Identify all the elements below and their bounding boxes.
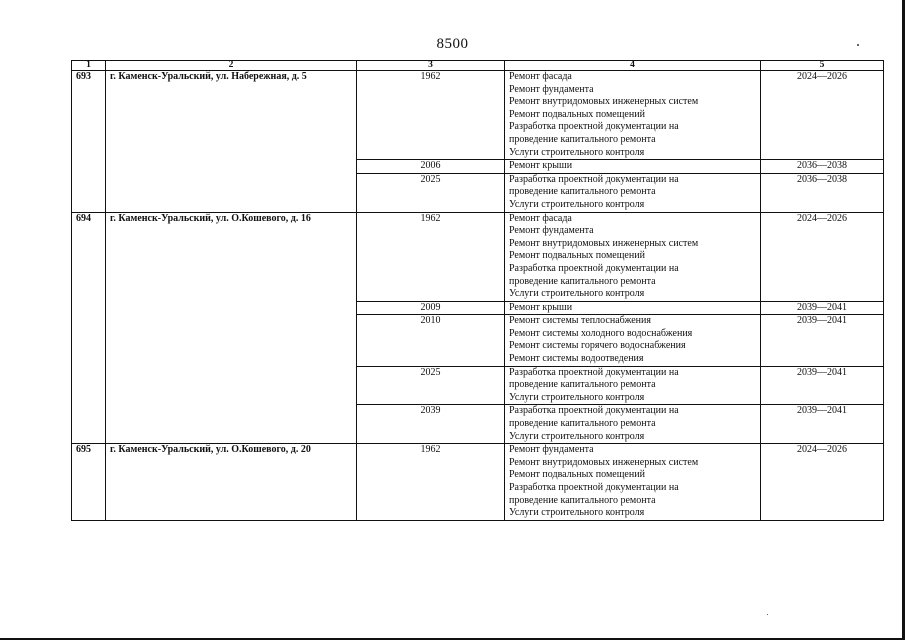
work-item: Услуги строительного контроля [509,198,645,210]
work-item: Разработка проектной документации на [509,121,679,133]
work-item: Ремонт фасада [509,212,572,224]
work-item: Ремонт подвальных помещений [509,108,645,120]
work-item: Ремонт системы горячего водоснабжения [509,340,686,352]
work-item: Разработка проектной документации на [509,405,679,417]
period-cell: 2036—2038 [761,160,884,174]
column-header: 5 [761,61,884,71]
work-item: проведение капитального ремонта [509,494,656,506]
year-cell: 2025 [357,366,505,405]
work-item: Ремонт фасада [509,71,572,82]
work-item: Ремонт фундамента [509,444,594,456]
work-item: проведение капитального ремонта [509,379,656,391]
work-item: Ремонт крыши [509,301,573,313]
scan-speck [767,614,768,615]
work-item: Ремонт фундамента [509,83,594,95]
period-cell: 2039—2041 [761,315,884,366]
period-cell: 2024—2026 [761,444,884,521]
works-cell [505,301,761,315]
works-cell [505,366,761,405]
table-row [72,212,884,301]
work-item: Ремонт подвальных помещений [509,469,645,481]
year-cell: 2039 [357,405,505,444]
work-item: Ремонт системы теплоснабжения [509,315,651,327]
year-cell: 2025 [357,173,505,212]
period-cell: 2036—2038 [761,173,884,212]
work-item: проведение капитального ремонта [509,186,656,198]
works-cell [505,71,761,160]
work-item: Услуги строительного контроля [509,507,645,519]
works-cell [505,160,761,174]
work-item: Ремонт внутридомовых инженерных систем [509,456,699,468]
table-row [72,444,884,521]
works-cell [505,444,761,521]
entry-number: 695 [72,444,106,521]
year-cell: 2010 [357,315,505,366]
period-cell: 2039—2041 [761,366,884,405]
works-cell [505,212,761,301]
work-item: проведение капитального ремонта [509,275,656,287]
work-item: Ремонт системы холодного водоснабжения [509,327,693,339]
work-item: проведение капитального ремонта [509,418,656,430]
work-item: Ремонт подвальных помещений [509,250,645,262]
works-cell [505,405,761,444]
year-cell: 1962 [357,444,505,521]
works-cell [505,315,761,366]
period-cell: 2039—2041 [761,405,884,444]
work-item: Ремонт системы водоотведения [509,353,644,365]
work-item: Услуги строительного контроля [509,391,645,403]
year-cell: 2009 [357,301,505,315]
building-address: г. Каменск-Уральский, ул. О.Кошевого, д. 16 [106,212,357,444]
year-cell: 2006 [357,160,505,174]
work-item: Разработка проектной документации на [509,482,679,493]
work-item: Ремонт внутридомовых инженерных систем [509,237,699,249]
work-item: Услуги строительного контроля [509,288,645,300]
work-item: Разработка проектной документации на [509,262,679,274]
work-item: проведение капитального ремонта [509,133,656,145]
work-item: Ремонт внутридомовых инженерных систем [509,96,699,108]
column-header: 1 [72,61,106,71]
period-cell: 2024—2026 [761,71,884,160]
work-item: Разработка проектной документации на [509,173,679,185]
capital-repair-table [71,60,884,521]
page-number: 8500 [436,36,469,52]
work-item: Разработка проектной документации на [509,366,679,378]
column-header: 2 [106,61,357,71]
work-item: Ремонт крыши [509,160,573,172]
entry-number: 693 [72,71,106,213]
year-cell: 1962 [357,212,505,301]
column-header: 4 [505,61,761,71]
table-row [72,71,884,160]
year-cell: 1962 [357,71,505,160]
work-item: Услуги строительного контроля [509,146,645,158]
period-cell: 2024—2026 [761,212,884,301]
building-address: г. Каменск-Уральский, ул. О.Кошевого, д. 20 [106,444,357,521]
building-address: г. Каменск-Уральский, ул. Набережная, д. 5 [106,71,357,213]
entry-number: 694 [72,212,106,444]
work-item: Услуги строительного контроля [509,430,645,442]
work-item: Ремонт фундамента [509,225,594,237]
period-cell: 2039—2041 [761,301,884,315]
works-cell [505,173,761,212]
column-header: 3 [357,61,505,71]
column-number-row [72,61,884,71]
